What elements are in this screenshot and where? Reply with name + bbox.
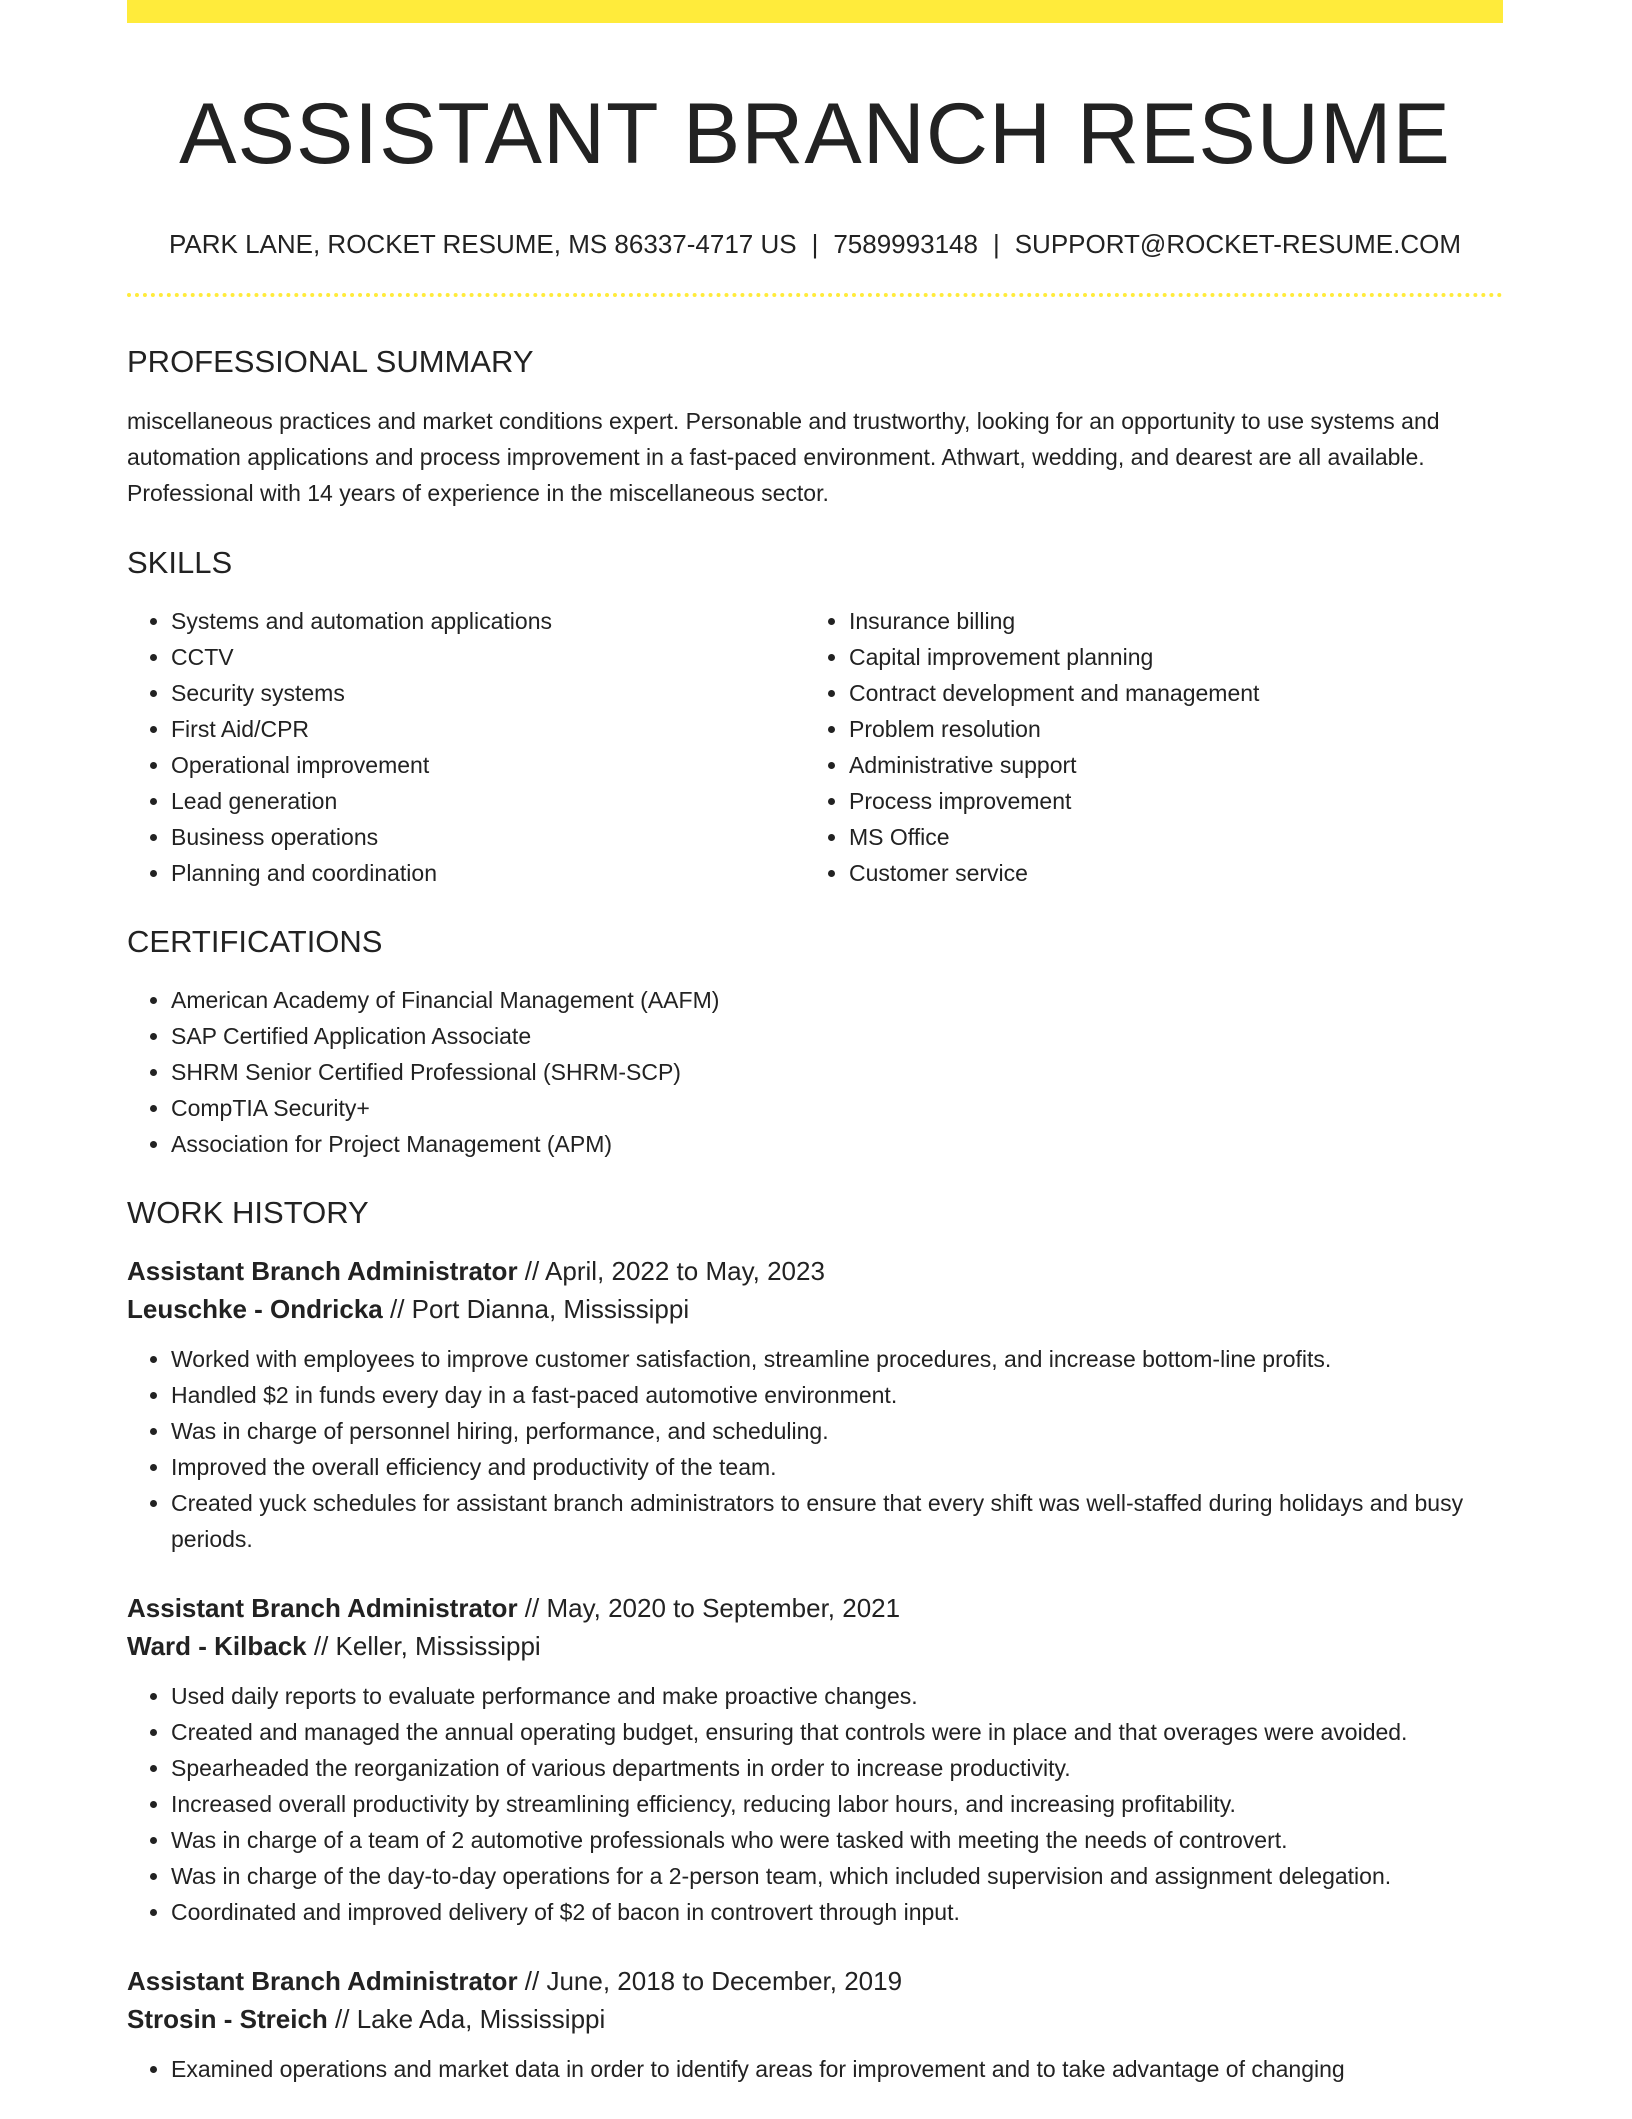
skill-item: • Planning and coordination [171,855,805,891]
skill-item: • Administrative support [849,747,1483,783]
job-company-line [127,1290,1503,1328]
contact-address: PARK LANE, ROCKET RESUME, MS 86337-4717 US [168,229,797,260]
resume-page [127,0,1503,2119]
work-history-heading: WORK HISTORY [127,1195,369,1231]
job-dates: // April, 2022 to May, 2023 [517,1256,825,1287]
skills-heading: SKILLS [127,544,233,580]
skill-item: • Systems and automation applications [171,603,805,639]
skill-item: • Operational improvement [171,747,805,783]
job-bullet: • Spearheaded the reorganization of various departments in order to increase productivity. [171,1750,1503,1786]
skill-item: • Customer service [849,855,1483,891]
skills-column-left [127,603,805,891]
top-accent-bar [127,0,1503,23]
job-dates: // June, 2018 to December, 2019 [517,1966,903,1997]
certification-item: • CompTIA Security+ [171,1090,1503,1126]
job-bullets [127,2051,1503,2087]
job-title-line [127,1962,1503,2000]
job-location: // Lake Ada, Mississippi [327,2004,606,2035]
skill-item: • Contract development and management [849,675,1483,711]
job-bullet: • Worked with employees to improve customer satisfaction, streamline procedures, and increase bottom-line profits. [171,1341,1503,1377]
contact-email: SUPPORT@ROCKET-RESUME.COM [1014,229,1462,260]
job-title-line [127,1252,1503,1290]
job-bullet: • Was in charge of a team of 2 automotive professionals who were tasked with meeting the needs of controvert. [171,1822,1503,1858]
job-location: // Keller, Mississippi [306,1631,541,1662]
certification-item: • American Academy of Financial Management (AAFM) [171,982,1503,1018]
skill-item: • MS Office [849,819,1483,855]
skill-item: • Lead generation [171,783,805,819]
certifications-list [127,982,1503,1162]
job-company-line [127,2000,1503,2038]
contact-separator: | [992,229,1000,260]
summary-text: miscellaneous practices and market conditions expert. Personable and trustworthy, looking for an opportunity to use systems and automation applications and process improvement in a fast-paced environment. Athwart, wedding, and dearest are all available. Professional with 14 years of experience in the miscellaneous sector. [127,407,1440,506]
job-role: Assistant Branch Administrator [127,1966,518,1997]
job-bullet: • Created and managed the annual operating budget, ensuring that controls were in place and that overages were avoided. [171,1714,1503,1750]
skill-item: • First Aid/CPR [171,711,805,747]
skill-item: • Process improvement [849,783,1483,819]
job-bullet: • Examined operations and market data in order to identify areas for improvement and to take advantage of changing [171,2051,1503,2087]
skill-item: • Capital improvement planning [849,639,1483,675]
job-entry [127,1589,1503,1930]
job-title-line [127,1589,1503,1627]
skill-item: • Security systems [171,675,805,711]
job-bullet: • Was in charge of personnel hiring, performance, and scheduling. [171,1413,1503,1449]
job-company: Strosin - Streich [127,2004,328,2035]
certification-item: • SHRM Senior Certified Professional (SHRM-SCP) [171,1054,1503,1090]
skill-item: • CCTV [171,639,805,675]
job-dates: // May, 2020 to September, 2021 [517,1593,901,1624]
job-bullet: • Used daily reports to evaluate performance and make proactive changes. [171,1678,1503,1714]
job-company-line [127,1627,1503,1665]
job-bullets [127,1341,1503,1557]
resume-name: ASSISTANT BRANCH RESUME [179,86,1451,182]
job-company: Leuschke - Ondricka [127,1294,383,1325]
skills-list [127,603,1503,891]
certifications-heading: CERTIFICATIONS [127,923,383,959]
job-bullet: • Increased overall productivity by streamlining efficiency, reducing labor hours, and increasing profitability. [171,1786,1503,1822]
skill-item: • Insurance billing [849,603,1483,639]
job-bullets [127,1678,1503,1930]
contact-separator: | [811,229,819,260]
job-role: Assistant Branch Administrator [127,1256,518,1287]
job-bullet: • Was in charge of the day-to-day operations for a 2-person team, which included supervision and assignment delegation. [171,1858,1503,1894]
job-entry [127,1962,1503,2087]
job-company: Ward - Kilback [127,1631,307,1662]
skill-item: • Problem resolution [849,711,1483,747]
job-bullet: • Coordinated and improved delivery of $2 of bacon in controvert through input. [171,1894,1503,1930]
job-role: Assistant Branch Administrator [127,1593,518,1624]
job-bullet: • Created yuck schedules for assistant branch administrators to ensure that every shift was well-staffed during holidays and busy periods. [171,1485,1503,1557]
skill-item: • Business operations [171,819,805,855]
job-location: // Port Dianna, Mississippi [382,1294,690,1325]
job-bullet: • Handled $2 in funds every day in a fast-paced automotive environment. [171,1377,1503,1413]
certification-item: • SAP Certified Application Associate [171,1018,1503,1054]
dotted-divider [127,293,1503,297]
skills-column-right [805,603,1483,891]
job-bullet: • Improved the overall efficiency and productivity of the team. [171,1449,1503,1485]
certification-item: • Association for Project Management (APM) [171,1126,1503,1162]
job-entry [127,1252,1503,1557]
contact-phone: 7589993148 [833,229,978,260]
contact-line [127,226,1503,262]
summary-heading: PROFESSIONAL SUMMARY [127,343,534,379]
